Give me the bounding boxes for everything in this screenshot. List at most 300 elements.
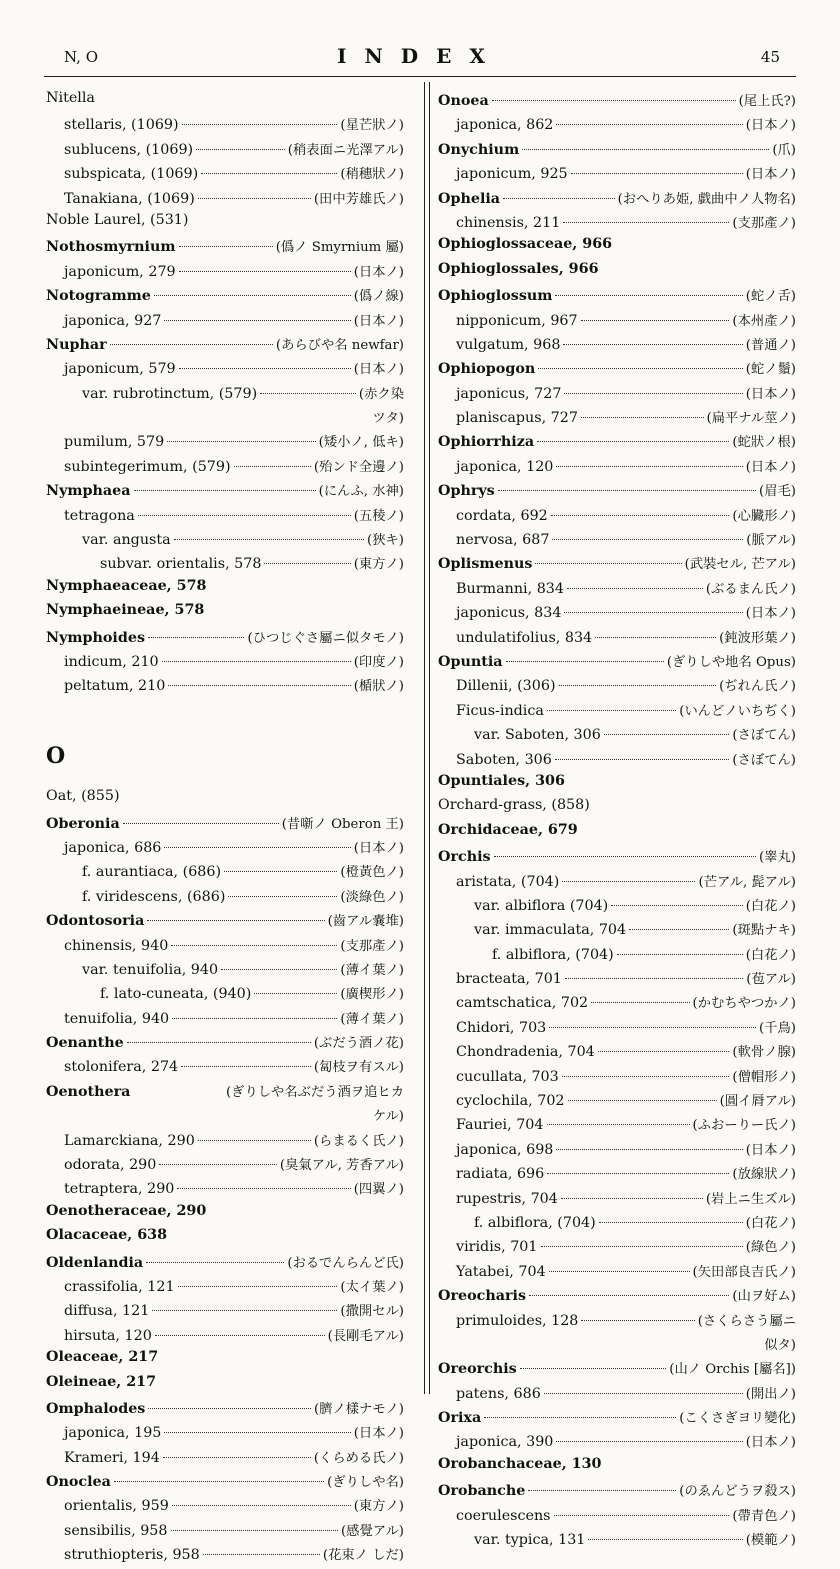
- entry-name: Ophioglossaceae, 966: [438, 236, 613, 253]
- entry-gloss: (日本ノ): [353, 840, 404, 856]
- index-entry: [46, 861, 404, 885]
- entry-name: Ophioglossum: [438, 288, 553, 305]
- entry-gloss: (廣楔形ノ): [340, 987, 404, 1003]
- index-entry-genus: [438, 846, 796, 870]
- entry-name: japonicum, 925: [456, 166, 568, 183]
- entry-name: var. rubrotinctum, (579): [82, 385, 258, 402]
- entry-name: struthiopteris, 958: [64, 1547, 200, 1564]
- index-entry: [438, 1505, 796, 1529]
- entry-name: camtschatica, 702: [456, 995, 589, 1012]
- leader-dots: [179, 246, 273, 247]
- entry-name: stolonifera, 274: [64, 1059, 179, 1076]
- leader-dots: [171, 1530, 338, 1531]
- index-entry-genus: [46, 1032, 404, 1056]
- entry-name: Onoea: [438, 93, 489, 109]
- entry-gloss: (のゑんどうヲ殺ス): [679, 1484, 796, 1500]
- entry-name: Oldenlandia: [46, 1254, 144, 1271]
- index-entry: [438, 1066, 796, 1090]
- entry-name: japonica, 390: [456, 1434, 554, 1451]
- entry-name: Oreocharis: [438, 1288, 526, 1305]
- index-entry: [46, 1008, 404, 1032]
- index-entry: [46, 1544, 404, 1568]
- index-entry: [46, 1325, 404, 1349]
- entry-gloss: (星芒狀ノ): [340, 118, 404, 134]
- entry-gloss: (ぢれん氏ノ): [719, 679, 796, 695]
- entry-name: Ficus-indica: [456, 702, 544, 719]
- index-entry-genus: [46, 1081, 404, 1105]
- index-entry: [438, 1310, 796, 1334]
- index-entry: [46, 1154, 404, 1178]
- index-entry: [46, 935, 404, 959]
- leader-dots: [562, 1076, 730, 1077]
- leader-dots: [228, 896, 337, 897]
- entry-gloss: (矢田部良吉氏ノ): [692, 1264, 796, 1280]
- index-entry: [46, 1422, 404, 1446]
- index-entry-genus: [438, 1480, 796, 1504]
- entry-name: japonica, 698: [456, 1141, 554, 1158]
- entry-gloss: (薄イ葉ノ): [340, 1011, 404, 1027]
- entry-name: Nothosmyrnium: [46, 239, 176, 256]
- index-entry: [46, 1056, 404, 1080]
- entry-gloss: (稍穗狀ノ): [340, 167, 404, 183]
- entry-name: vulgatum, 968: [456, 336, 561, 353]
- entry-gloss: (綠色ノ): [745, 1240, 796, 1256]
- leader-dots: [535, 563, 681, 564]
- entry-name: Krameri, 194: [64, 1449, 160, 1466]
- leader-dots: [492, 100, 736, 101]
- leader-dots: [178, 1286, 338, 1287]
- leader-dots: [591, 1002, 689, 1003]
- entry-name: Oplismenus: [438, 556, 533, 573]
- leader-dots: [563, 344, 742, 345]
- entry-gloss: (芒アル, 髭アル): [698, 874, 796, 890]
- entry-gloss: (太イ葉ノ): [340, 1279, 404, 1295]
- entry-name: Fauriei, 704: [456, 1117, 544, 1134]
- entry-name: subspicata, (1069): [64, 166, 199, 183]
- entry-gloss: (四翼ノ): [353, 1182, 404, 1198]
- index-entry-genus: [438, 1407, 796, 1431]
- leader-dots: [155, 1335, 325, 1336]
- entry-name: Oreorchis: [438, 1361, 517, 1378]
- leader-dots: [203, 1554, 320, 1555]
- entry-name: crassifolia, 121: [64, 1278, 175, 1295]
- leader-dots: [264, 563, 350, 564]
- index-entry-genus: [46, 236, 404, 260]
- entry-name: Oat, (855): [46, 788, 120, 805]
- entry-name: tenuifolia, 940: [64, 1010, 170, 1027]
- column-divider: [424, 82, 430, 1394]
- leader-dots: [147, 920, 324, 921]
- entry-name: tetragona: [64, 507, 135, 524]
- index-entry: [46, 212, 404, 236]
- index-entry: [438, 627, 796, 651]
- index-entry-genus: [438, 480, 796, 504]
- entry-gloss: (開出ノ): [745, 1386, 796, 1402]
- leader-dots: [123, 823, 279, 824]
- entry-gloss: (五稜ノ): [353, 508, 404, 524]
- entry-name: indicum, 210: [64, 653, 159, 670]
- entry-gloss: (日本ノ): [353, 264, 404, 280]
- entry-gloss: (睾丸): [759, 850, 796, 866]
- entry-name: bracteata, 701: [456, 971, 562, 988]
- index-entry: [438, 1188, 796, 1212]
- section-letters: N, O: [64, 48, 98, 66]
- entry-name: radiata, 696: [456, 1166, 545, 1183]
- index-entry-genus: [438, 1456, 796, 1480]
- index-entry: [438, 1212, 796, 1236]
- index-entry: [46, 886, 404, 910]
- index-entry-genus: [46, 480, 404, 504]
- entry-name: Oenanthe: [46, 1035, 124, 1052]
- entry-gloss: (千鳥): [759, 1020, 796, 1036]
- entry-name: Ophelia: [438, 190, 501, 207]
- entry-name: orientalis, 959: [64, 1498, 169, 1515]
- entry-name: Chondradenia, 704: [456, 1044, 595, 1061]
- entry-name: Nitella: [46, 90, 95, 106]
- entry-name: Odontosoria: [46, 913, 145, 930]
- entry-name: japonica, 195: [64, 1425, 162, 1442]
- leader-dots: [148, 1408, 311, 1409]
- leader-dots: [172, 1505, 351, 1506]
- leader-dots: [568, 1100, 717, 1101]
- entry-gloss: (模範ノ): [745, 1533, 796, 1549]
- entry-name: undulatifolius, 834: [456, 629, 593, 646]
- index-entry-genus: [46, 334, 404, 358]
- index-entry: [438, 1041, 796, 1065]
- index-entry: [438, 505, 796, 529]
- leader-dots: [547, 1124, 690, 1125]
- entry-gloss: (蛇ノ鬚): [745, 362, 796, 378]
- entry-gloss: (眉毛): [759, 484, 796, 500]
- entry-name: Burmanni, 834: [456, 580, 564, 597]
- entry-gloss: (日本ノ): [745, 386, 796, 402]
- index-entry-genus: [46, 627, 404, 651]
- leader-dots: [254, 993, 337, 994]
- entry-name: japonicus, 834: [456, 605, 562, 622]
- leader-dots: [159, 1164, 276, 1165]
- entry-gloss: (軟骨ノ腺): [732, 1045, 796, 1061]
- entry-gloss: (尾上氏?): [738, 94, 796, 109]
- entry-gloss: (ぶだう酒ノ花): [313, 1036, 404, 1052]
- entry-name: coerulescens: [456, 1507, 551, 1524]
- index-column-left: [46, 90, 404, 1569]
- entry-name: japonicus, 727: [456, 385, 562, 402]
- index-entry: [438, 1261, 796, 1285]
- leader-dots: [172, 1018, 337, 1019]
- entry-gloss: (撒開セル): [340, 1304, 404, 1320]
- leader-dots: [198, 1140, 311, 1141]
- entry-name: f. aurantiaca, (686): [82, 864, 222, 881]
- entry-gloss: (斑點ナキ): [732, 923, 796, 939]
- index-entry: [46, 1447, 404, 1471]
- leader-dots: [506, 661, 664, 662]
- leader-dots: [588, 1539, 742, 1540]
- leader-dots: [541, 1246, 743, 1247]
- entry-gloss: (ぎりしや名): [327, 1475, 404, 1491]
- index-entry: [46, 431, 404, 455]
- index-entry: [46, 163, 404, 187]
- index-entry: [438, 1383, 796, 1407]
- entry-gloss: ツタ): [372, 411, 404, 427]
- entry-gloss: (さぼてん): [732, 728, 796, 744]
- leader-dots: [198, 198, 311, 199]
- entry-name: planiscapus, 727: [456, 410, 578, 427]
- entry-gloss: (矮小ノ, 低キ): [318, 435, 404, 451]
- entry-gloss: (ふおーりー氏ノ): [692, 1118, 796, 1134]
- index-entry: [46, 651, 404, 675]
- entry-name: Lamarckiana, 290: [64, 1132, 195, 1149]
- index-entry: [438, 407, 796, 431]
- index-entry-genus: [46, 578, 404, 602]
- entry-gloss: (楯狀ノ): [353, 679, 404, 695]
- index-entry: [46, 358, 404, 382]
- leader-dots: [503, 198, 615, 199]
- leader-dots: [556, 124, 742, 125]
- entry-gloss: (臭氣アル, 芳香アル): [279, 1158, 404, 1174]
- entry-gloss: (田中芳雄氏ノ): [313, 191, 404, 207]
- entry-gloss: (放線狀ノ): [732, 1167, 796, 1183]
- index-entry: [46, 114, 404, 138]
- index-entry: [438, 163, 796, 187]
- index-entry-genus: [438, 285, 796, 309]
- index-entry-genus: [46, 602, 404, 626]
- entry-name: Noble Laurel, (531): [46, 211, 189, 228]
- index-entry: [46, 456, 404, 480]
- entry-gloss: (本州產ノ): [732, 313, 796, 329]
- leader-dots: [134, 490, 316, 491]
- entry-name: Ophiorrhiza: [438, 434, 535, 451]
- entry-name: Tanakiana, (1069): [64, 190, 195, 207]
- entry-gloss: (おるでんらんど氏): [287, 1255, 404, 1271]
- entry-name: Oleineae, 217: [46, 1373, 157, 1390]
- leader-dots: [484, 1417, 676, 1418]
- entry-name: var. albiflora (704): [474, 897, 609, 914]
- entry-gloss: (心臟形ノ): [732, 508, 796, 524]
- leader-dots: [564, 612, 742, 613]
- index-entry-genus: [438, 822, 796, 846]
- entry-name: cucullata, 703: [456, 1068, 559, 1085]
- entry-name: aristata, (704): [456, 873, 560, 890]
- index-entry-genus: [46, 1398, 404, 1422]
- index-entry: [438, 992, 796, 1016]
- entry-name: nipponicum, 967: [456, 312, 578, 329]
- entry-gloss: (僧帽形ノ): [732, 1069, 796, 1085]
- entry-name: f. viridescens, (686): [82, 888, 226, 905]
- leader-dots: [528, 1490, 676, 1491]
- index-entry: [46, 90, 404, 114]
- entry-gloss: (東方ノ): [353, 1499, 404, 1515]
- entry-name: Nymphoides: [46, 629, 146, 646]
- leader-dots: [234, 466, 311, 467]
- entry-gloss: (普通ノ): [745, 337, 796, 353]
- leader-dots: [581, 1320, 694, 1321]
- entry-gloss: (稍表面ニ光澤アル): [287, 142, 404, 158]
- entry-gloss: (匐枝ヲ有スル): [313, 1060, 404, 1076]
- leader-dots: [196, 149, 285, 150]
- index-entry-genus: [438, 139, 796, 163]
- leader-dots: [529, 1295, 729, 1296]
- entry-gloss: (くらめる氏ノ): [313, 1450, 404, 1466]
- index-entry-genus: [46, 910, 404, 934]
- entry-name: f. lato-cuneata, (940): [100, 986, 252, 1003]
- index-entry: [46, 310, 404, 334]
- leader-dots: [520, 1368, 667, 1369]
- entry-gloss: (淡綠色ノ): [340, 889, 404, 905]
- leader-dots: [152, 1310, 337, 1311]
- leader-dots: [181, 1066, 311, 1067]
- entry-gloss: (支那產ノ): [340, 938, 404, 954]
- entry-gloss: (こくさぎヨリ變化): [679, 1411, 796, 1427]
- spacer: [46, 700, 404, 724]
- entry-gloss: ケル): [372, 1109, 404, 1125]
- index-entry-genus: [46, 1349, 404, 1373]
- entry-gloss: (山ヲ好ム): [732, 1289, 796, 1305]
- leader-dots: [556, 466, 742, 467]
- entry-name: diffusa, 121: [64, 1303, 150, 1320]
- index-entry: [438, 456, 796, 480]
- index-entry: [438, 968, 796, 992]
- index-entry: [438, 749, 796, 773]
- entry-name: Orchard-grass, (858): [438, 797, 590, 814]
- entry-name: chinensis, 211: [456, 214, 561, 231]
- leader-dots: [522, 149, 769, 150]
- entry-name: Ophrys: [438, 483, 495, 500]
- index-entry: [46, 1300, 404, 1324]
- index-entry: [46, 1130, 404, 1154]
- entry-gloss: (おへりあ姫, 戯曲中ノ人物名): [617, 191, 796, 207]
- leader-dots: [559, 685, 717, 686]
- index-entry: [438, 602, 796, 626]
- entry-gloss: (支那產ノ): [732, 215, 796, 231]
- index-entry-genus: [438, 358, 796, 382]
- entry-name: cordata, 692: [456, 507, 548, 524]
- leader-dots: [163, 1457, 311, 1458]
- index-entry: [438, 212, 796, 236]
- index-entry: [438, 1163, 796, 1187]
- index-entry: [438, 1090, 796, 1114]
- entry-gloss: (白花ノ): [745, 947, 796, 963]
- entry-name: var. angusta: [82, 532, 171, 549]
- leader-dots: [581, 320, 730, 321]
- entry-gloss: (にんふ, 水神): [318, 484, 404, 500]
- page-header: [44, 44, 796, 78]
- entry-name: Orobanchaceae, 130: [438, 1455, 602, 1472]
- index-entry: [438, 1139, 796, 1163]
- entry-name: japonicum, 579: [64, 361, 176, 378]
- entry-name: Orchis: [438, 849, 491, 866]
- page-number: 45: [760, 48, 780, 66]
- entry-name: Onoclea: [46, 1474, 111, 1491]
- entry-name: Notogramme: [46, 288, 151, 305]
- entry-name: subintegerimum, (579): [64, 458, 231, 475]
- section-letter-heading: O: [46, 743, 66, 770]
- index-entry: [46, 1178, 404, 1202]
- index-entry: [46, 139, 404, 163]
- entry-gloss: 似タ): [764, 1337, 796, 1353]
- entry-name: Orchidaceae, 679: [438, 821, 578, 838]
- entry-name: rupestris, 704: [456, 1190, 558, 1207]
- index-entry-continuation: [438, 1334, 796, 1358]
- header-rule: [44, 76, 796, 77]
- index-entry: [46, 1276, 404, 1300]
- index-entry: [46, 1495, 404, 1519]
- index-entry: [438, 700, 796, 724]
- entry-name: chinensis, 940: [64, 937, 169, 954]
- index-entry: [438, 383, 796, 407]
- entry-gloss: (鈍波形葉ノ): [719, 630, 796, 646]
- entry-gloss: (日本ノ): [745, 606, 796, 622]
- index-entry-genus: [438, 236, 796, 260]
- entry-gloss: (あらびや名 newfar): [275, 337, 404, 353]
- entry-gloss: (感覺アル): [340, 1523, 404, 1539]
- leader-dots: [598, 1051, 730, 1052]
- entry-name: stellaris, (1069): [64, 117, 179, 134]
- entry-name: Orixa: [438, 1410, 482, 1427]
- entry-name: Oenotheraceae, 290: [46, 1202, 207, 1219]
- entry-gloss: (扁平ナル莖ノ): [706, 411, 796, 427]
- entry-gloss: (日本ノ): [745, 459, 796, 475]
- index-entry: [46, 505, 404, 529]
- entry-gloss: (花束ノ しだ): [322, 1548, 404, 1564]
- index-entry: [46, 529, 404, 553]
- entry-name: var. tenuifolia, 940: [82, 961, 219, 978]
- index-entry: [46, 788, 404, 812]
- index-entry: [438, 944, 796, 968]
- leader-dots: [537, 441, 729, 442]
- entry-gloss: (臍ノ樣ナモノ): [313, 1401, 404, 1417]
- index-entry: [46, 959, 404, 983]
- leader-dots: [581, 417, 704, 418]
- entry-name: Nymphaeaceae, 578: [46, 577, 207, 594]
- leader-dots: [554, 1515, 730, 1516]
- index-entry: [438, 895, 796, 919]
- leader-dots: [110, 344, 273, 345]
- entry-name: japonica, 927: [64, 312, 162, 329]
- entry-name: Ophioglossales, 966: [438, 260, 599, 277]
- entry-gloss: (白花ノ): [745, 1215, 796, 1231]
- index-entry: [46, 261, 404, 285]
- entry-gloss: (印度ノ): [353, 654, 404, 670]
- index-entry: [438, 1529, 796, 1553]
- leader-dots: [549, 1271, 690, 1272]
- entry-gloss: (苞アル): [746, 972, 796, 988]
- entry-gloss: (ひつじぐさ屬ニ似タモノ): [247, 630, 404, 646]
- entry-name: Chidori, 703: [456, 1019, 547, 1036]
- entry-gloss: (日本ノ): [353, 313, 404, 329]
- entry-gloss: (僞ノ Smyrnium 屬): [275, 240, 404, 256]
- index-entry-genus: [438, 1285, 796, 1309]
- entry-name: Orobanche: [438, 1483, 526, 1500]
- entry-name: japonica, 120: [456, 458, 554, 475]
- leader-dots: [556, 1149, 742, 1150]
- index-entry-genus: [46, 1203, 404, 1227]
- leader-dots: [138, 515, 351, 516]
- entry-gloss: (岩上ニ生ズル): [705, 1191, 796, 1207]
- entry-name: Olacaceae, 638: [46, 1227, 168, 1244]
- entry-name: odorata, 290: [64, 1157, 157, 1174]
- index-entry: [46, 675, 404, 699]
- entry-name: sublucens, (1069): [64, 141, 194, 158]
- entry-gloss: (蛇狀ノ根): [732, 435, 796, 451]
- index-entry: [438, 334, 796, 358]
- entry-name: peltatum, 210: [64, 678, 166, 695]
- index-column-right: [438, 90, 796, 1553]
- leader-dots: [260, 393, 356, 394]
- page-title: INDEX: [337, 44, 503, 68]
- entry-name: f. albiflora, (704): [492, 946, 614, 963]
- leader-dots: [114, 1481, 324, 1482]
- index-entry-genus: [438, 773, 796, 797]
